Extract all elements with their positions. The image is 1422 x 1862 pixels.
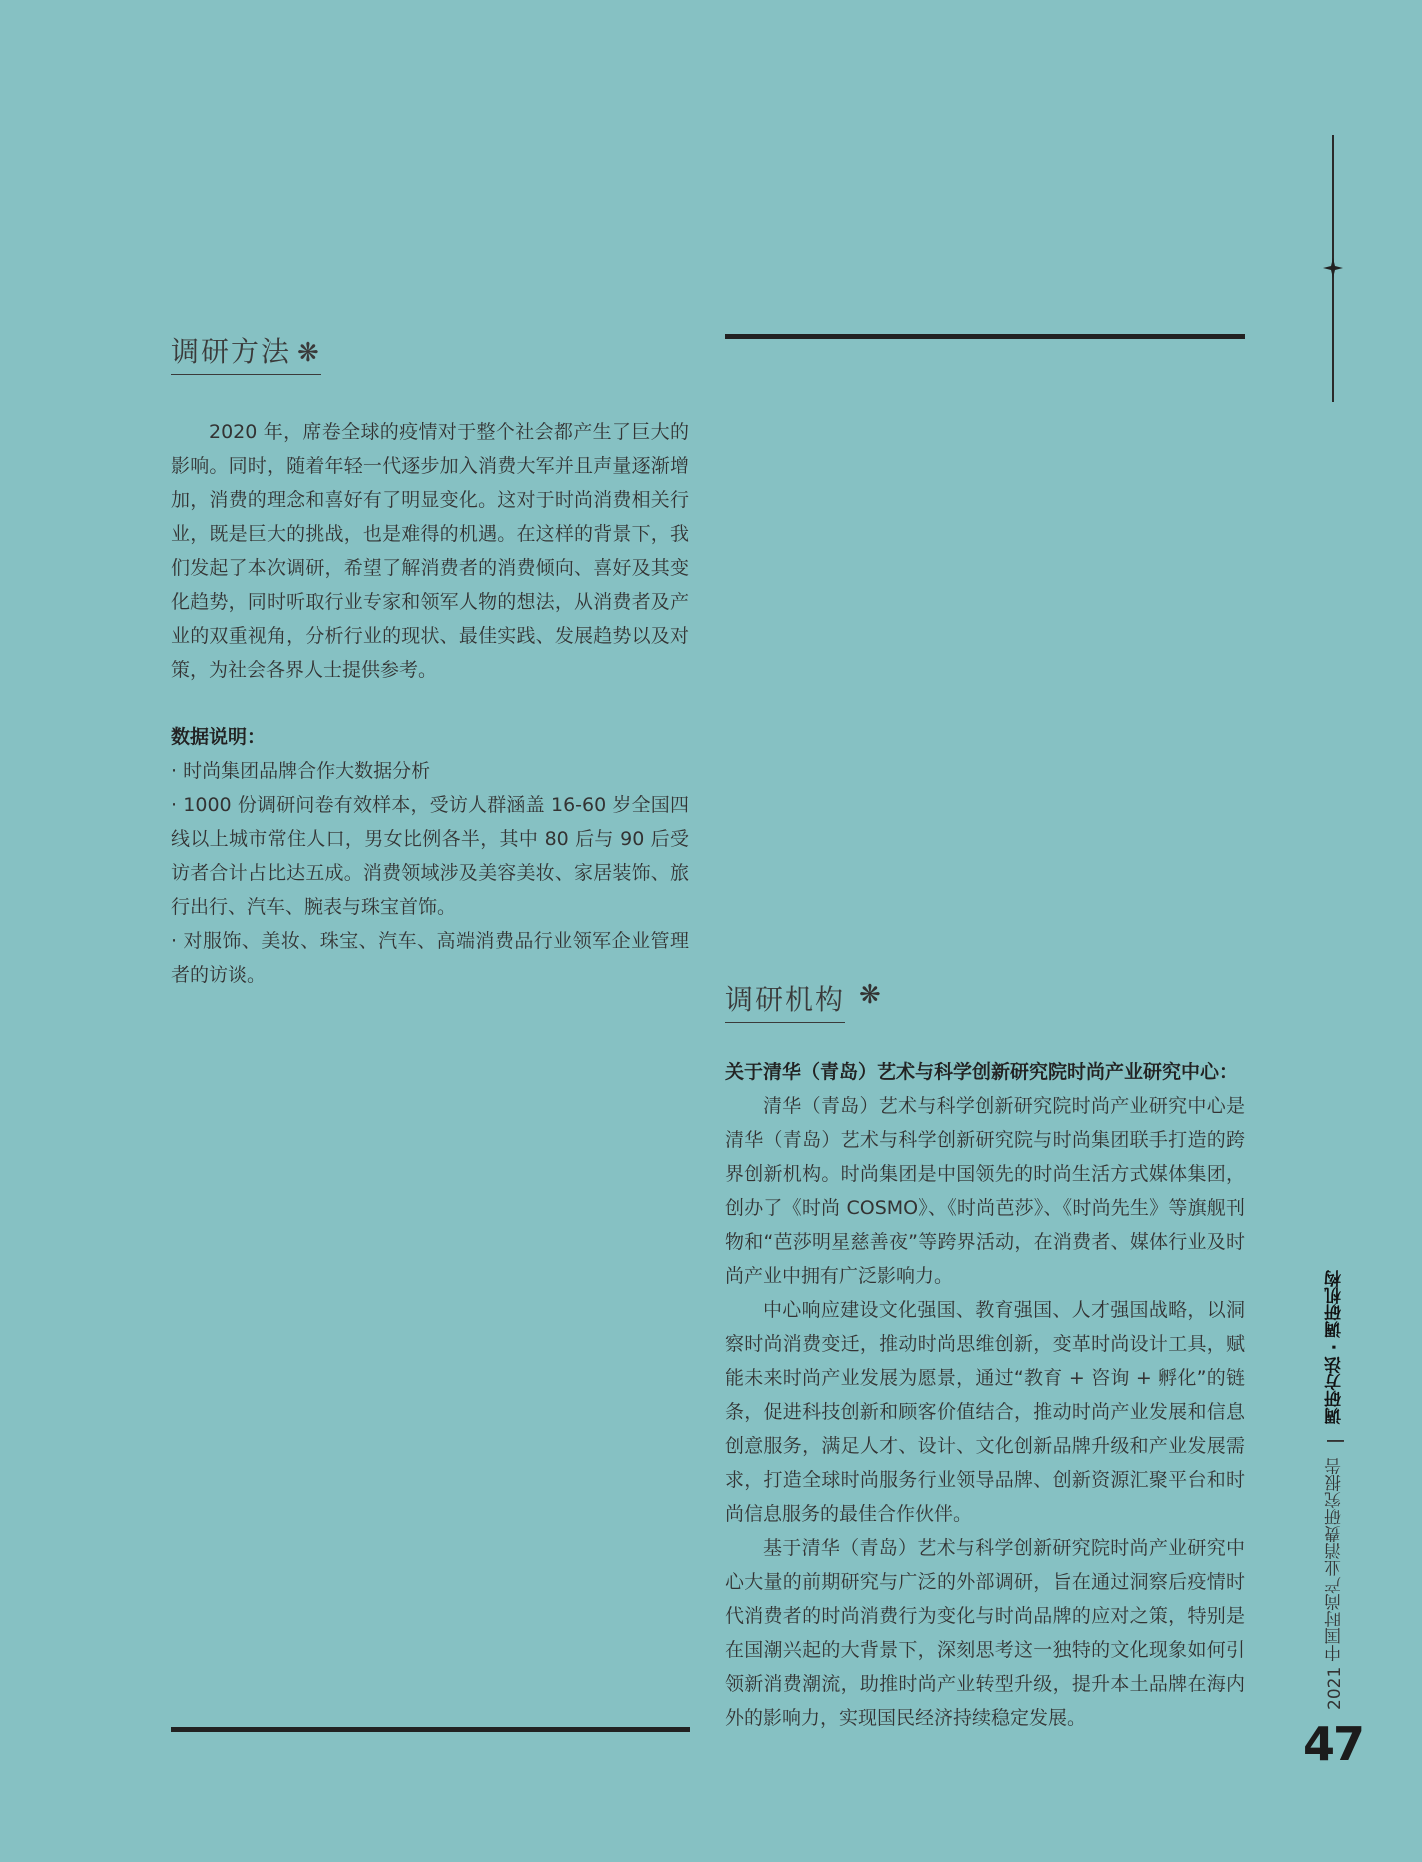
institution-body	[725, 1055, 1245, 1735]
running-header	[1322, 1270, 1347, 1710]
header-divider: |	[1325, 1437, 1345, 1444]
rule-bottom-left	[171, 1727, 690, 1732]
flower-icon: ❋	[297, 338, 321, 368]
institution-subtitle: 关于清华（青岛）艺术与科学创新研究院时尚产业研究中心：	[725, 1061, 1239, 1083]
ornament-star-icon	[1323, 258, 1343, 278]
method-intro: 2020 年，席卷全球的疫情对于整个社会都产生了巨大的影响。同时，随着年轻一代逐步加入消费大军并且声量逐渐增加，消费的理念和喜好有了明显变化。这对于时尚消费相关行业，既是巨大的挑战，也是难得的机遇。在这样的背景下，我们发起了本次调研，希望了解消费者的消费倾向、喜好及其变化趋势，同时听取行业专家和领军人物的想法，从消费者及产业的双重视角，分析行业的现状、最佳实践、发展趋势以及对策，为社会各界人士提供参考。	[171, 421, 689, 681]
data-note-title: 数据说明：	[171, 726, 267, 748]
rule-top-right	[725, 334, 1245, 339]
data-note	[171, 720, 689, 992]
method-heading	[171, 330, 321, 375]
section-title: 调研方法 · 调研机构	[1325, 1270, 1345, 1425]
institution-heading	[725, 978, 845, 1023]
data-note-item: · 1000 份调研问卷有效样本，受访人群涵盖 16-60 岁全国四线以上城市常住人口，男女比例各半，其中 80 后与 90 后受访者合计占比达五成。消费领域涉及美容美妆、家居装饰、旅行出行、汽车、腕表与珠宝首饰。	[171, 794, 689, 918]
institution-heading-text: 调研机构	[725, 983, 846, 1016]
report-title: 2021 中国时尚产业消费研究报告	[1325, 1457, 1345, 1710]
data-note-item: · 时尚集团品牌合作大数据分析	[171, 760, 431, 782]
method-heading-text: 调研方法	[171, 335, 292, 368]
institution-paragraph: 中心响应建设文化强国、教育强国、人才强国战略，以洞察时尚消费变迁，推动时尚思维创新，变革时尚设计工具，赋能未来时尚产业发展为愿景，通过“教育 + 咨询 + 孵化”的链条，促进科技创新和顾客价值结合，推动时尚产业发展和信息创意服务，满足人才、设计、文化创新品牌升级和产业发展需求，打造全球时尚服务行业领导品牌、创新资源汇聚平台和时尚信息服务的最佳合作伙伴。	[725, 1299, 1245, 1525]
data-note-item: · 对服饰、美妆、珠宝、汽车、高端消费品行业领军企业管理者的访谈。	[171, 930, 689, 986]
institution-paragraph: 基于清华（青岛）艺术与科学创新研究院时尚产业研究中心大量的前期研究与广泛的外部调研，旨在通过洞察后疫情时代消费者的时尚消费行为变化与时尚品牌的应对之策，特别是在国潮兴起的大背景下，深刻思考这一独特的文化现象如何引领新消费潮流，助推时尚产业转型升级，提升本土品牌在海内外的影响力，实现国民经济持续稳定发展。	[725, 1537, 1245, 1729]
page-number: 47	[1303, 1717, 1364, 1771]
flower-icon: ❋	[859, 980, 881, 1010]
institution-paragraph: 清华（青岛）艺术与科学创新研究院时尚产业研究中心是清华（青岛）艺术与科学创新研究院与时尚集团联手打造的跨界创新机构。时尚集团是中国领先的时尚生活方式媒体集团，创办了《时尚 COSMO》、《时尚芭莎》、《时尚先生》等旗舰刊物和“芭莎明星慈善夜”等跨界活动，在消费者、媒体行业及时尚产业中拥有广泛影响力。	[725, 1095, 1245, 1287]
